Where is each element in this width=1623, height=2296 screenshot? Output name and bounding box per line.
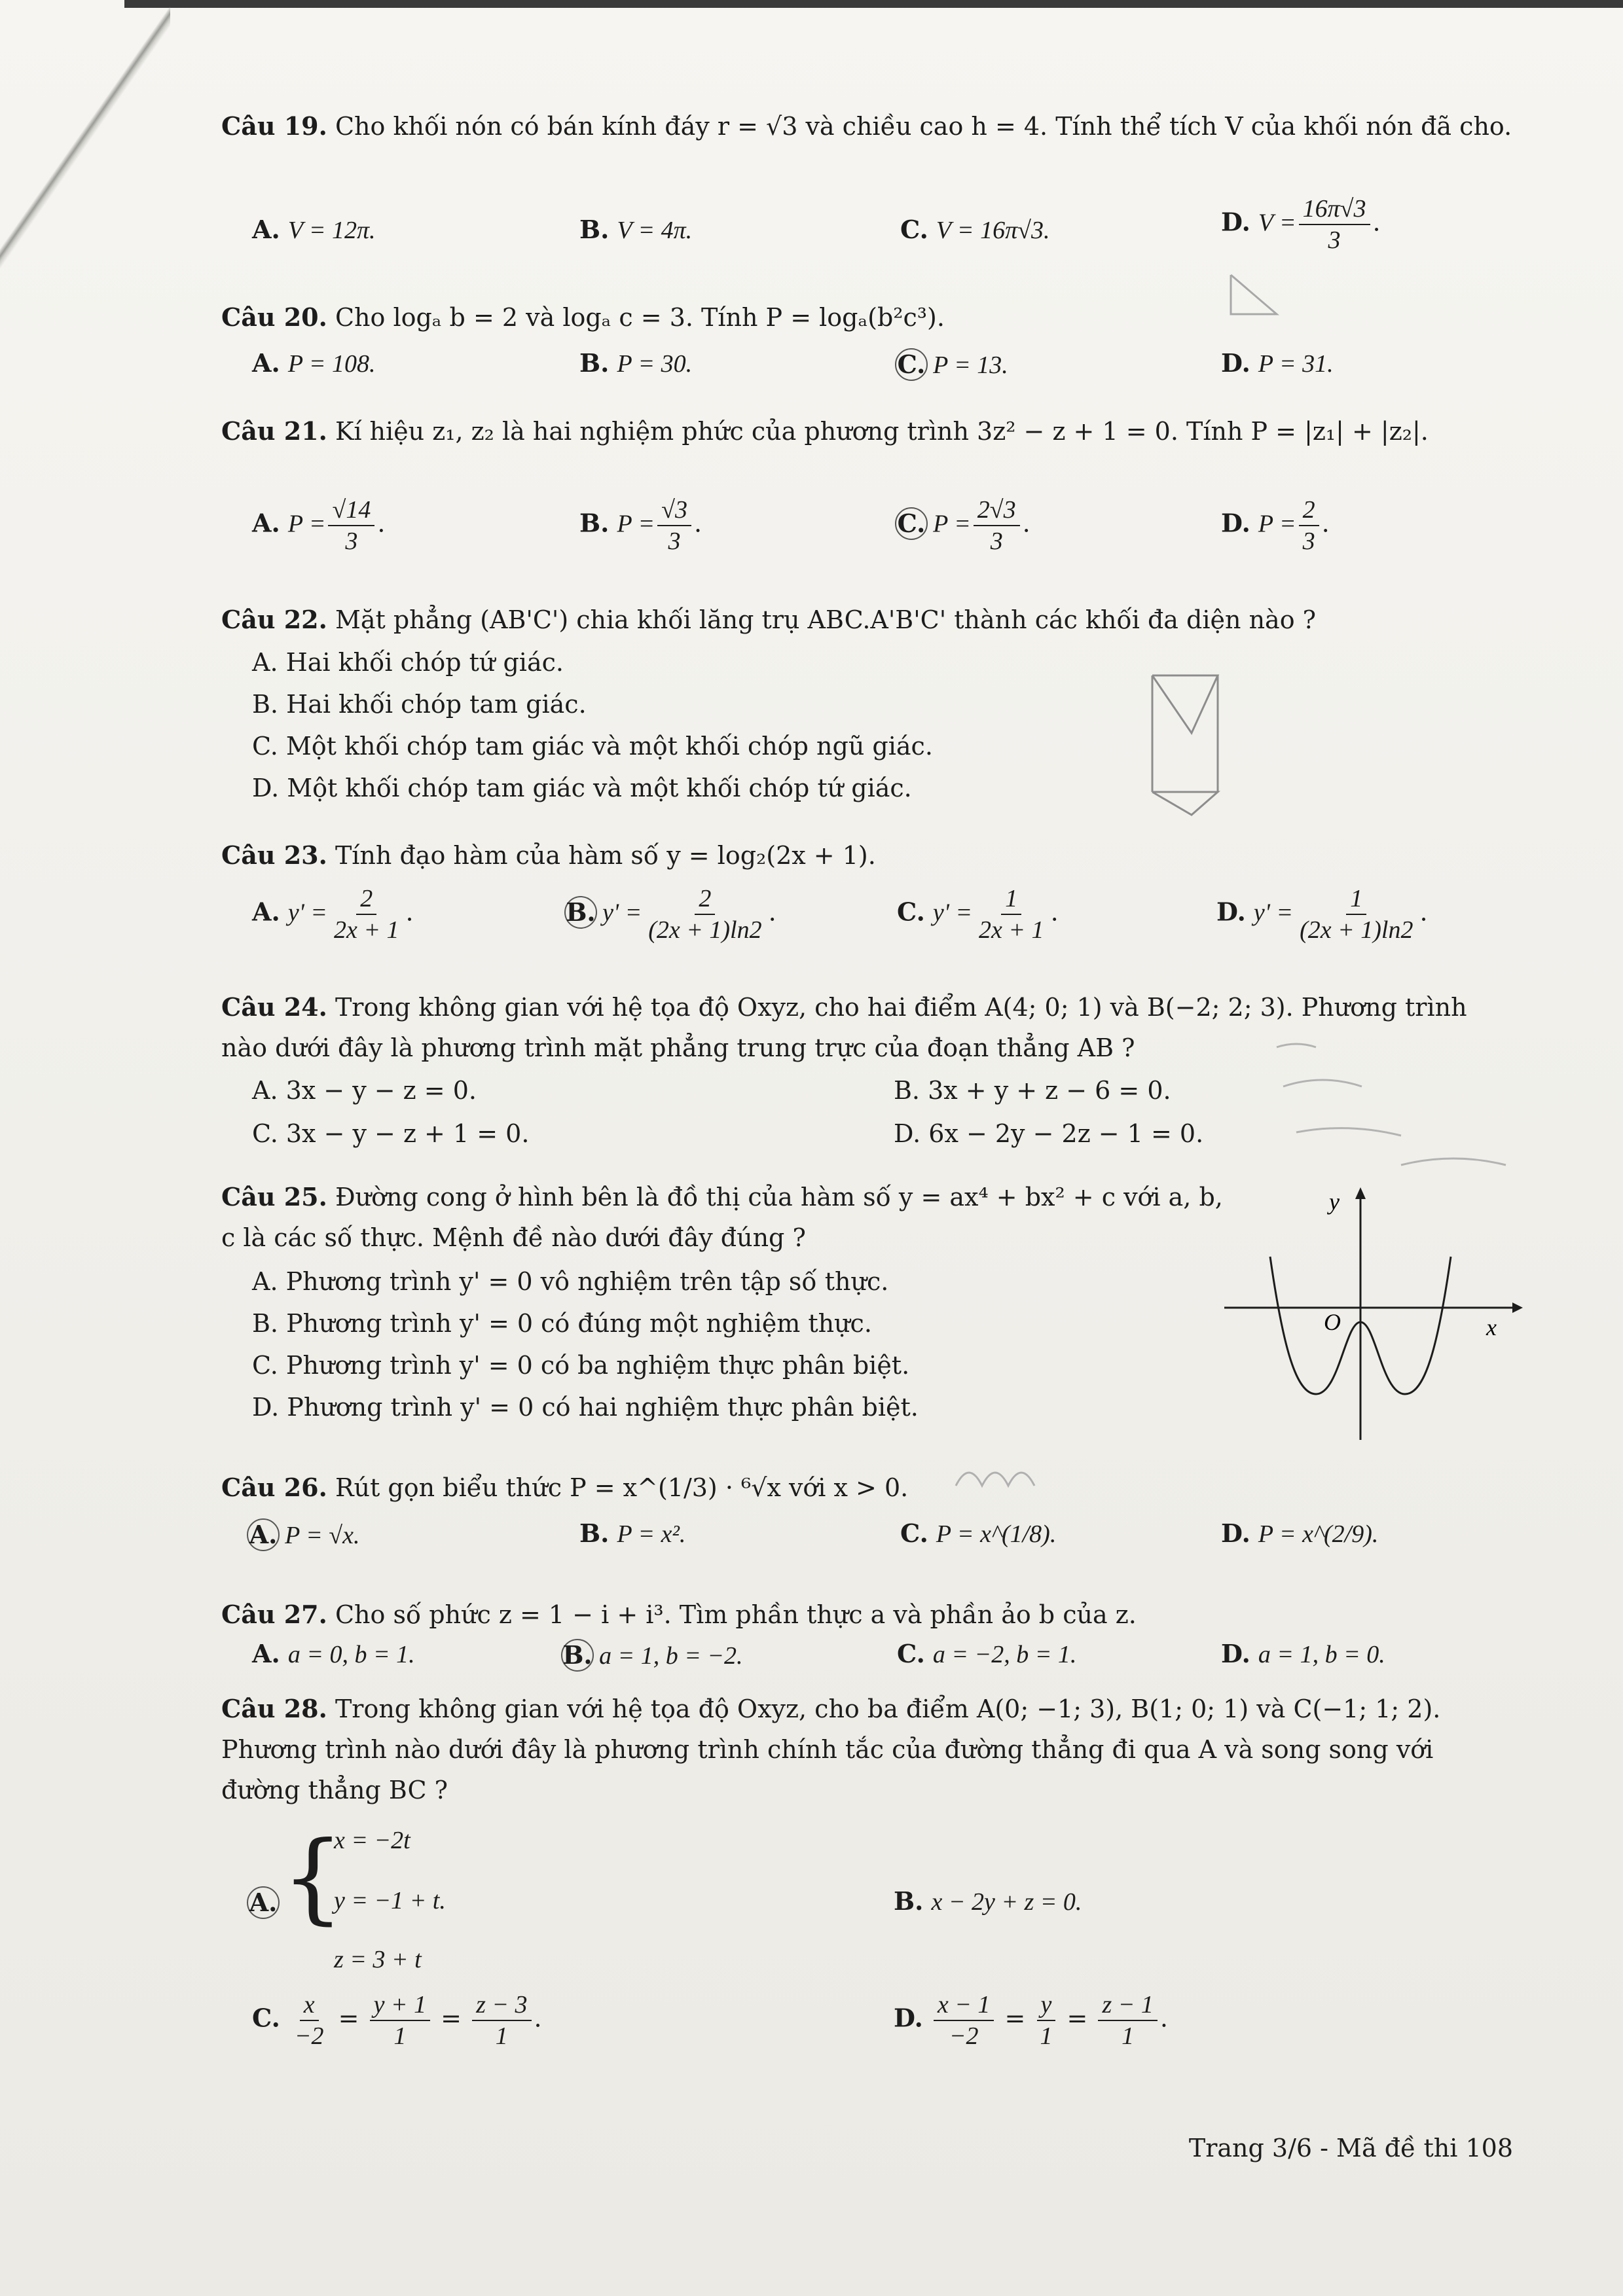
question-19 <box>221 106 1524 147</box>
question-27: Câu 27. Cho số phức z = 1 − i + i³. Tìm phần thực a và phần ảo b của z. <box>221 1600 1137 1629</box>
q23-option-c: C. y' = $\frac{1}{2x + 1}$ . <box>897 885 1059 944</box>
q24-option-d: D. 6x − 2y − 2z − 1 = 0. <box>894 1119 1204 1148</box>
question-19-head: Câu 19. <box>221 111 327 141</box>
pencil-triangle-sketch <box>1218 262 1290 334</box>
q25-option-d: D. Phương trình y' = 0 có hai nghiệm thực phân biệt. <box>252 1393 919 1422</box>
q23-option-d: D. y' = $\frac{1}{(2x + 1)\ln 2}$ . <box>1216 885 1428 944</box>
q26-option-d: D. P = x^(2/9). <box>1221 1518 1379 1548</box>
q21-option-b: B. P = $\frac{√3}{3}$ . <box>579 496 702 555</box>
question-21: Câu 21. Kí hiệu z₁, z₂ là hai nghiệm phức của phương trình 3z² − z + 1 = 0. Tính P = |z₁| + |z₂|. <box>221 416 1429 446</box>
q28-option-c: C. $\frac{x}{-2}$ = $\frac{y + 1}{1}$ = $\frac{z - 3}{1}$ . <box>252 1991 542 2050</box>
pencil-scribble-q26 <box>949 1446 1067 1505</box>
q27-option-a: A. a = 0, b = 1. <box>252 1639 415 1668</box>
q22-option-a: A. Hai khối chóp tứ giác. <box>252 648 564 677</box>
pencil-scribbles-right <box>1270 1034 1571 1204</box>
question-28: Câu 28. Trong không gian với hệ tọa độ Oxyz, cho ba điểm A(0; −1; 3), B(1; 0; 1) và C(−1; 1; 2). Phương trình nào dưới đây là phương trình chính tắc của đường thẳng đi qua A và song song với đường thẳng BC ? <box>221 1694 1441 1804</box>
q26-option-c: C. P = x^(1/8). <box>900 1518 1057 1548</box>
q28-option-a-label: A. <box>252 1886 277 1919</box>
q21-option-d: D. P = $\frac{2}{3}$ . <box>1221 496 1330 555</box>
q23-option-b: B. y' = $\frac{2}{(2x + 1)\ln 2}$ . <box>570 884 776 945</box>
question-23: Câu 23. Tính đạo hàm của hàm số y = log₂(2x + 1). <box>221 840 876 870</box>
q25-option-c: C. Phương trình y' = 0 có ba nghiệm thực phân biệt. <box>252 1351 910 1380</box>
q19-option-b: B. V = 4π. <box>579 215 693 244</box>
q21-option-a: A. P = $\frac{√14}{3}$ . <box>252 496 386 555</box>
question-19-text: Cho khối nón có bán kính đáy r = √3 và chiều cao h = 4. Tính thể tích V của khối nón đã cho. <box>335 112 1512 141</box>
q25-option-a: A. Phương trình y' = 0 vô nghiệm trên tập số thực. <box>252 1267 889 1296</box>
handwritten-prism-sketch <box>1139 661 1231 831</box>
q22-option-d: D. Một khối chóp tam giác và một khối chóp tứ giác. <box>252 774 912 802</box>
page-footer: Trang 3/6 - Mã đề thi 108 <box>1188 2134 1513 2162</box>
q19-option-d: D. V = $\frac{16\pi√3}{3}$ . <box>1221 195 1381 254</box>
q26-option-a: A. P = √x. <box>252 1518 359 1551</box>
question-25: Câu 25. Đường cong ở hình bên là đồ thị của hàm số y = ax⁴ + bx² + c với a, b, c là các số thực. Mệnh đề nào dưới đây đúng ? <box>221 1182 1223 1252</box>
graph-y-label: y <box>1329 1189 1340 1215</box>
q22-option-b: B. Hai khối chóp tam giác. <box>252 690 587 719</box>
q26-option-b: B. P = x². <box>579 1518 686 1548</box>
quartic-graph <box>1211 1178 1525 1453</box>
question-20-text: Cho logₐ b = 2 và logₐ c = 3. Tính P = logₐ(b²c³). <box>335 303 945 332</box>
paper-fold <box>0 0 170 275</box>
q24-option-c: C. 3x − y − z + 1 = 0. <box>252 1119 530 1148</box>
question-20: Câu 20. Cho logₐ b = 2 và logₐ c = 3. Tính P = logₐ(b²c³). <box>221 302 945 332</box>
q20-option-b: B. P = 30. <box>579 348 693 378</box>
q28-option-d: D. $\frac{x - 1}{-2}$ = $\frac{y}{1}$ = $\frac{z - 1}{1}$ . <box>894 1991 1168 2050</box>
q20-option-d: D. P = 31. <box>1221 348 1334 378</box>
system-brace: { <box>282 1821 344 1935</box>
graph-x-label: x <box>1486 1314 1497 1340</box>
q28-option-a-line3: z = 3 + t <box>334 1946 422 1973</box>
q24-option-b: B. 3x + y + z − 6 = 0. <box>894 1076 1171 1105</box>
q20-option-a: A. P = 108. <box>252 348 376 378</box>
question-26: Câu 26. Rút gọn biểu thức P = x^(1/3) · ⁶√x với x > 0. <box>221 1473 909 1502</box>
q25-option-b: B. Phương trình y' = 0 có đúng một nghiệm thực. <box>252 1309 872 1338</box>
scan-top-edge <box>124 0 1623 8</box>
graph-origin-label: O <box>1324 1309 1341 1335</box>
q27-option-b: B. a = 1, b = −2. <box>566 1639 743 1672</box>
q23-option-a: A. y' = $\frac{2}{2x + 1}$ . <box>252 885 414 944</box>
q28-option-a-line2: y = −1 + t. <box>334 1887 446 1914</box>
q22-option-c: C. Một khối chóp tam giác và một khối chóp ngũ giác. <box>252 732 933 761</box>
q27-option-d: D. a = 1, b = 0. <box>1221 1639 1385 1668</box>
q27-option-c: C. a = −2, b = 1. <box>897 1639 1077 1668</box>
x-axis-arrow-icon <box>1512 1302 1523 1313</box>
question-24: Câu 24. Trong không gian với hệ tọa độ Oxyz, cho hai điểm A(4; 0; 1) và B(−2; 2; 3). Phương trình nào dưới đây là phương trình mặt phẳng trung trực của đoạn thẳng AB ? <box>221 992 1467 1062</box>
q19-option-c: C. V = 16π√3. <box>900 215 1050 244</box>
question-22: Câu 22. Mặt phẳng (AB'C') chia khối lăng trụ ABC.A'B'C' thành các khối đa diện nào ? <box>221 605 1317 634</box>
q24-option-a: A. 3x − y − z = 0. <box>252 1076 477 1105</box>
q28-option-b: B. x − 2y + z = 0. <box>894 1886 1082 1916</box>
q21-option-c: C. P = $\frac{2√3}{3}$ . <box>900 495 1030 556</box>
q28-option-a-line1: x = −2t <box>334 1827 410 1854</box>
q19-option-a: A. V = 12π. <box>252 215 376 244</box>
q20-option-c: C. P = 13. <box>900 348 1008 381</box>
